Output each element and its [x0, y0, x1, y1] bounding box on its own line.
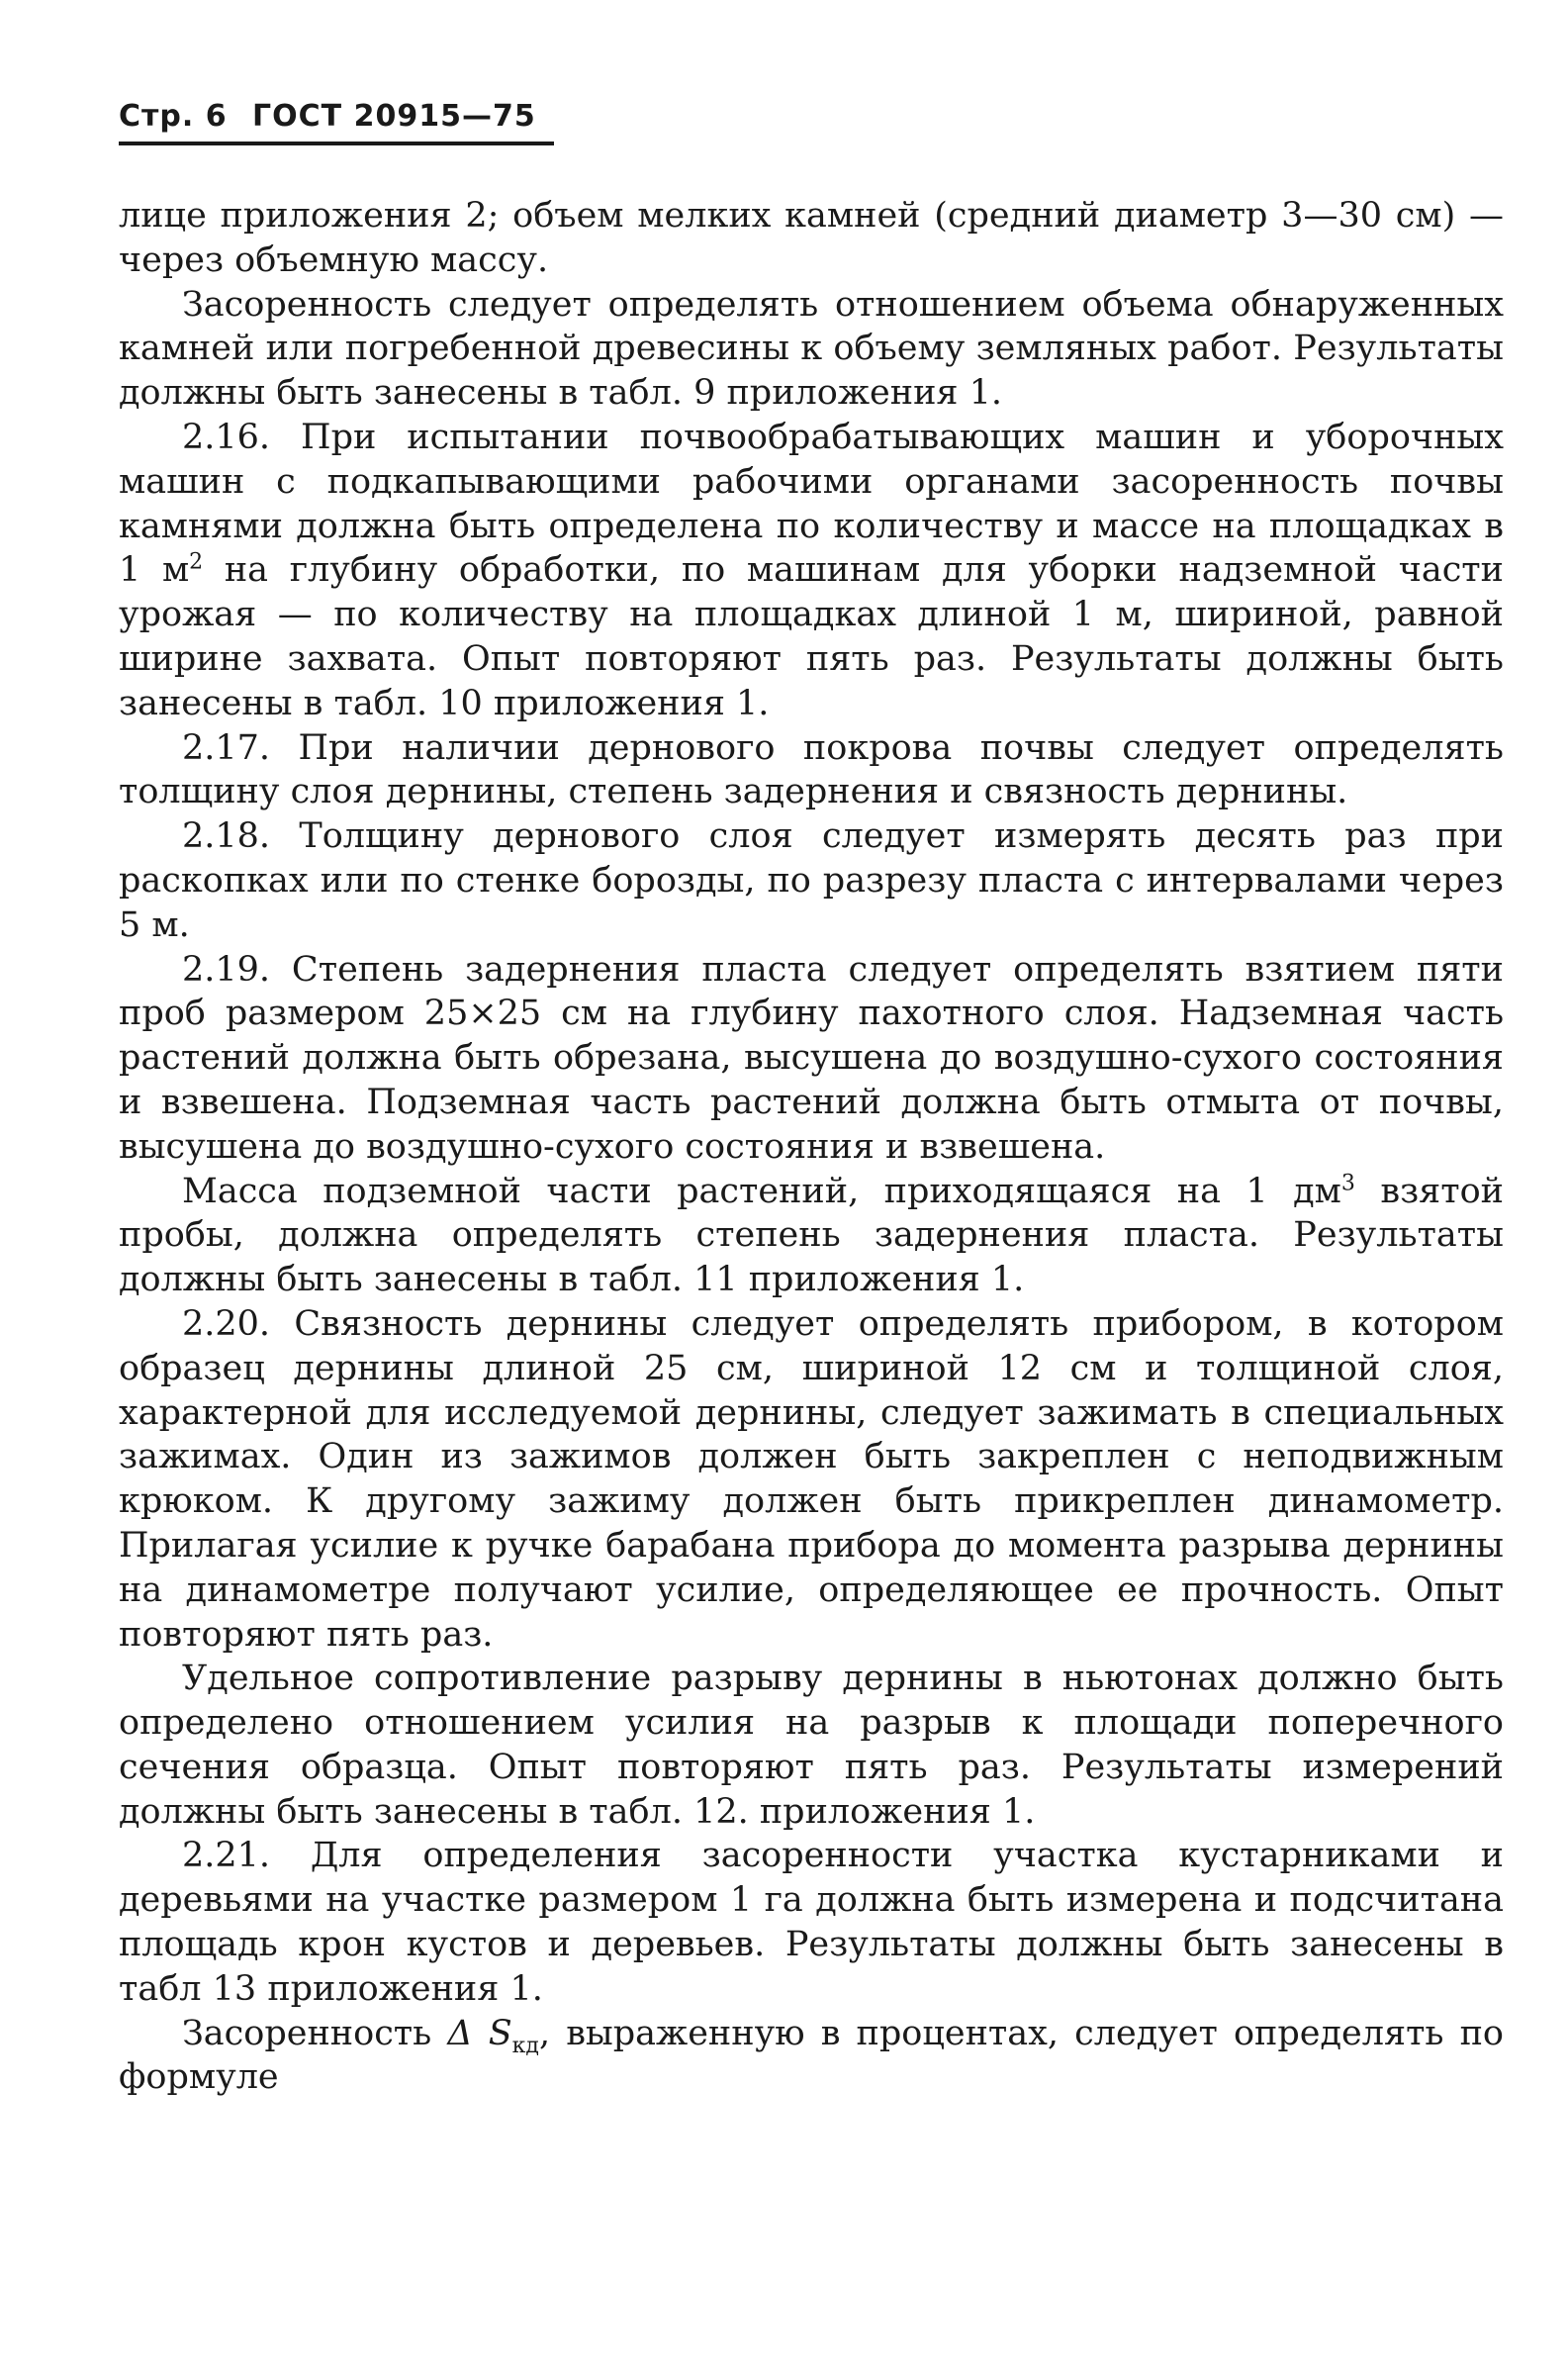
paragraph-specific-resistance: Удельное сопротивление разрыву дернины в ньютонах должно быть определено отношением усилия на разрыв к площади поперечного сечения образца. Опыт повторяют пять раз. Результаты измерений должны быть занесены в табл. 12. приложения 1.	[119, 1659, 1504, 1832]
superscript-3: 3	[1340, 1170, 1355, 1195]
superscript-2: 2	[189, 549, 204, 575]
formula-subscript: кд	[511, 2033, 539, 2058]
page-header	[119, 99, 554, 145]
page-number: Стр. 6	[119, 99, 228, 134]
standard-title: ГОСТ 20915—75	[252, 99, 536, 134]
paragraph-root-mass	[119, 1170, 1504, 1302]
formula-symbol: Δ S	[447, 2013, 512, 2053]
paragraph-continuation: лице приложения 2; объем мелких камней (средний диаметр 3—30 см) — через объемную массу.	[119, 196, 1504, 280]
paragraph-2-18: 2.18. Толщину дернового слоя следует измерять десять раз при раскопках или по стенке борозды, по разрезу пласта с интервалами через 5 м.	[119, 816, 1504, 945]
paragraph-contamination: Засоренность следует определять отношением объема обнаруженных камней или погребенной древесины к объему земляных работ. Результаты должны быть занесены в табл. 9 приложения 1.	[119, 284, 1504, 414]
paragraph-root-mass-text-a: Масса подземной части растений, приходящаяся на 1 дм	[182, 1171, 1341, 1211]
formula-intro-text-a: Засоренность	[182, 2013, 448, 2053]
paragraph-2-17: 2.17. При наличии дернового покрова почвы следует определять толщину слоя дернины, степень задернения и связность дернины.	[119, 727, 1504, 812]
paragraph-formula-intro	[119, 2012, 1504, 2101]
paragraph-2-16-text-a: 2.16. При испытании почвообрабатывающих машин и уборочных машин с подкапывающими рабочими органами засоренность почвы камнями должна быть определена по количеству и массе на площадках в 1 м	[119, 417, 1504, 591]
paragraph-2-20: 2.20. Связность дернины следует определять прибором, в котором образец дернины длиной 25 см, шириной 12 см и толщиной слоя, характерной для исследуемой дернины, следует зажимать в специальных зажимах. Один из зажимов должен быть закреплен с неподвижным крюком. К другому зажиму должен быть прикреплен динамометр. Прилагая усилие к ручке барабана прибора до момента разрыва дернины на динамометре получают усилие, определяющее ее прочность. Опыт повторяют пять раз.	[119, 1303, 1504, 1655]
paragraph-root-mass-text-b: взятой пробы, должна определять степень задернения пласта. Результаты должны быть занесены в табл. 11 приложения 1.	[119, 1171, 1504, 1300]
paragraph-2-16	[119, 416, 1504, 726]
formula-intro-text-b: , выраженную в процентах, следует определять по формуле	[119, 2013, 1504, 2098]
paragraph-2-16-text-b: на глубину обработки, по машинам для уборки надземной части урожая — по количеству на площадках длиной 1 м, шириной, равной ширине захвата. Опыт повторяют пять раз. Результаты должны быть занесены в табл. 10 приложения 1.	[119, 550, 1504, 723]
paragraph-2-21: 2.21. Для определения засоренности участка кустарниками и деревьями на участке размером 1 га должна быть измерена и подсчитана площадь крон кустов и деревьев. Результаты должны быть занесены в табл 13 приложения 1.	[119, 1836, 1504, 2009]
paragraph-2-19: 2.19. Степень задернения пласта следует определять взятием пяти проб размером 25×25 см на глубину пахотного слоя. Надземная часть растений должна быть обрезана, высушена до воздушно-сухого состояния и взвешена. Подземная часть растений должна быть отмыта от почвы, высушена до воздушно-сухого состояния и взвешена.	[119, 949, 1504, 1167]
body-text	[119, 194, 1504, 2100]
